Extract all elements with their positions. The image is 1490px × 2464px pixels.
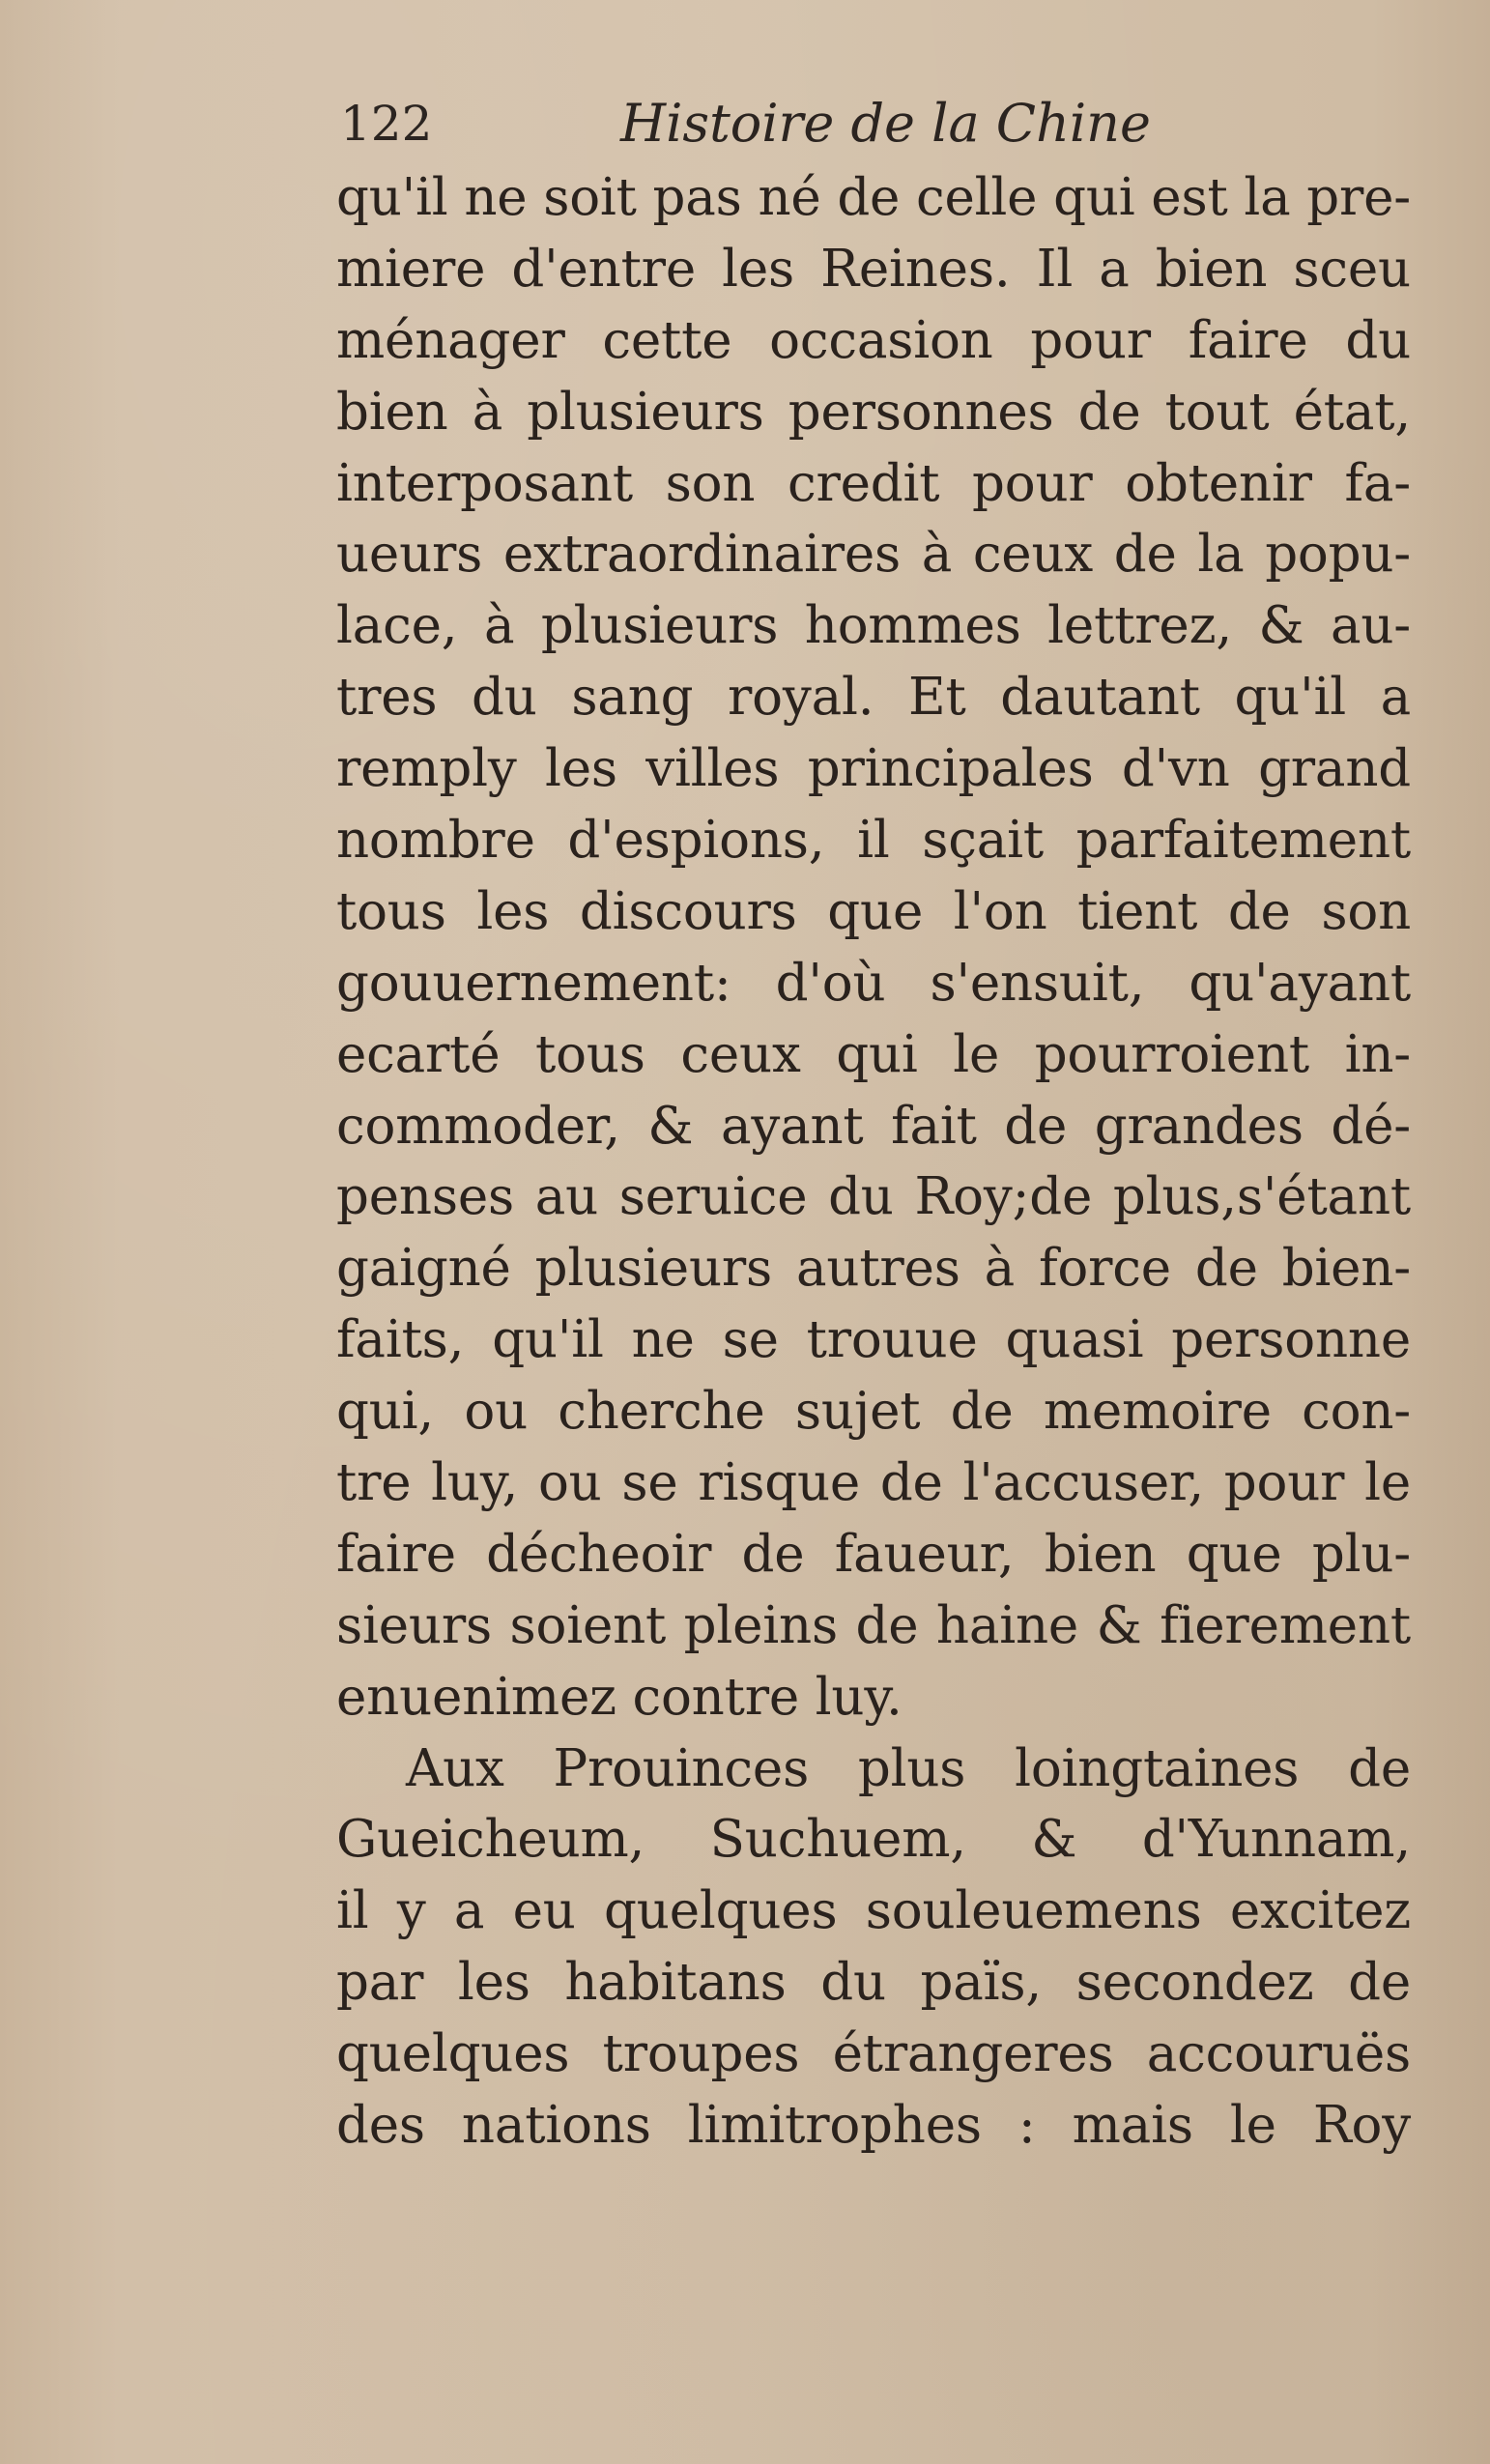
text-line: remply les villes principales d'vn grand [336, 739, 1411, 799]
text-line: Aux Prouinces plus loingtaines de [406, 1738, 1411, 1798]
text-line: faire décheoir de faueur, bien que plu- [336, 1524, 1411, 1584]
text-line: gaigné plusieurs autres à force de bien- [336, 1239, 1411, 1299]
text-line: ecarté tous ceux qui le pourroient in- [336, 1024, 1411, 1084]
text-line: par les habitans du païs, secondez de [336, 1953, 1411, 2013]
text-line: Gueicheum, Suchuem, & d'Yunnam, [336, 1810, 1411, 1870]
text-line: tres du sang royal. Et dautant qu'il a [336, 668, 1411, 728]
text-line: des nations limitrophes : mais le Roy [336, 2096, 1411, 2156]
text-line: sieurs soient pleins de haine & fierement [336, 1595, 1411, 1655]
text-line: interposant son credit pour obtenir fa- [336, 453, 1411, 513]
text-line: tous les discours que l'on tient de son [336, 881, 1411, 941]
text-line: ueurs extraordinaires à ceux de la popu- [336, 525, 1411, 585]
text-line: faits, qu'il ne se trouue quasi personne [336, 1310, 1411, 1370]
running-head [340, 85, 1306, 162]
text-line: commoder, & ayant fait de grandes dé- [336, 1096, 1411, 1156]
text-line: enuenimez contre luy. [336, 1667, 903, 1727]
text-line: lace, à plusieurs hommes lettrez, & au- [336, 596, 1411, 656]
text-line: bien à plusieurs personnes de tout état, [336, 382, 1411, 442]
text-line: il y a eu quelques souleuemens excitez [336, 1881, 1411, 1941]
text-line: ménager cette occasion pour faire du [336, 310, 1411, 370]
text-line: gouuernement: d'où s'ensuit, qu'ayant [336, 953, 1411, 1013]
text-line: tre luy, ou se risque de l'accuser, pour le [336, 1453, 1411, 1513]
text-line: qui, ou cherche sujet de memoire con- [336, 1382, 1411, 1442]
running-title: Histoire de la Chine [620, 93, 1151, 154]
text-line: penses au seruice du Roy;de plus,s'étant [336, 1167, 1411, 1227]
text-line: quelques troupes étrangeres accouruës [336, 2024, 1411, 2084]
text-line: qu'il ne soit pas né de celle qui est la pre- [336, 168, 1411, 227]
text-line: nombre d'espions, il sçait parfaitement [336, 811, 1411, 871]
page-number: 122 [340, 96, 433, 152]
body-text [336, 162, 1411, 2162]
text-line: miere d'entre les Reines. Il a bien sceu [336, 239, 1411, 299]
